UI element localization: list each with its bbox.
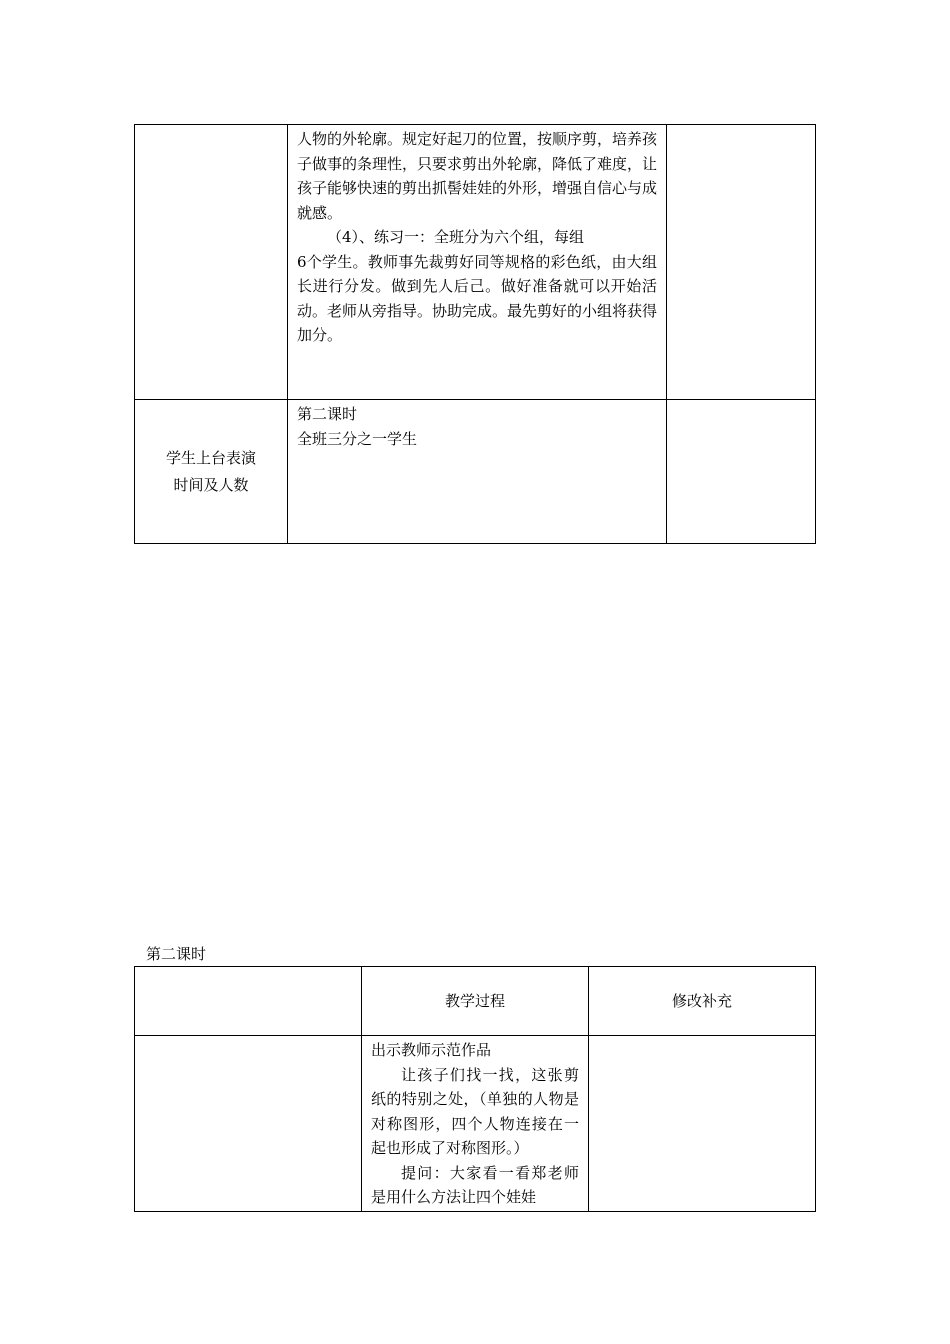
table1-row1-middle-cell — [288, 125, 667, 400]
paragraph-question: 提问：大家看一看郑老师是用什么方法让四个娃娃 — [371, 1163, 579, 1206]
performance-label-line2: 时间及人数 — [173, 475, 249, 494]
table-row — [135, 1036, 816, 1212]
table1-row2-right-cell — [667, 400, 816, 544]
teaching-process-text — [362, 1036, 588, 1210]
performance-label-line1: 学生上台表演 — [165, 448, 256, 467]
paragraph-show-demo: 出示教师示范作品 — [371, 1041, 492, 1059]
table-row — [135, 400, 816, 544]
table2-row1-left-cell — [135, 1036, 362, 1212]
header-revisions: 修改补充 — [589, 967, 816, 1036]
student-count-text: 全班三分之一学生 — [297, 429, 418, 448]
lesson-period-text: 第二课时 — [297, 405, 358, 423]
table1-row2-left-cell — [135, 400, 288, 544]
section-heading-second-lesson: 第二课时 — [146, 945, 207, 963]
activity-description — [288, 125, 666, 348]
header-cell-blank — [135, 967, 362, 1036]
table2-row1-right-cell — [589, 1036, 816, 1212]
table2-row1-middle-cell — [362, 1036, 589, 1212]
paragraph-exercise-one: （4）、练习一：全班分为六个组，每组 — [327, 228, 585, 246]
performance-time-label — [135, 445, 287, 499]
performance-details — [288, 400, 666, 451]
table1-row1-left-cell — [135, 125, 288, 400]
paragraph-group-activity: 6个学生。教师事先裁剪好同等规格的彩色纸，由大组长进行分发。做到先人后己。做好准备就可以开始活动。老师从旁指导。协助完成。最先剪好的小组将获得加分。 — [297, 252, 658, 344]
header-teaching-process: 教学过程 — [362, 967, 589, 1036]
table-row — [135, 125, 816, 400]
lesson-plan-table-continued — [134, 124, 816, 544]
table-header-row — [135, 967, 816, 1036]
paragraph-find-features: 让孩子们找一找，这张剪纸的特别之处，（单独的人物是对称图形，四个人物连接在一起也形成了对称图形。） — [371, 1065, 579, 1157]
table1-row1-right-cell — [667, 125, 816, 400]
second-lesson-table — [134, 966, 816, 1212]
paragraph-outline-cutting: 人物的外轮廓。规定好起刀的位置，按顺序剪，培养孩子做事的条理性，只要求剪出外轮廓，降低了难度，让孩子能够快速的剪出抓髻娃娃的外形，增强自信心与成就感。 — [297, 130, 658, 222]
table1-row2-middle-cell — [288, 400, 667, 544]
